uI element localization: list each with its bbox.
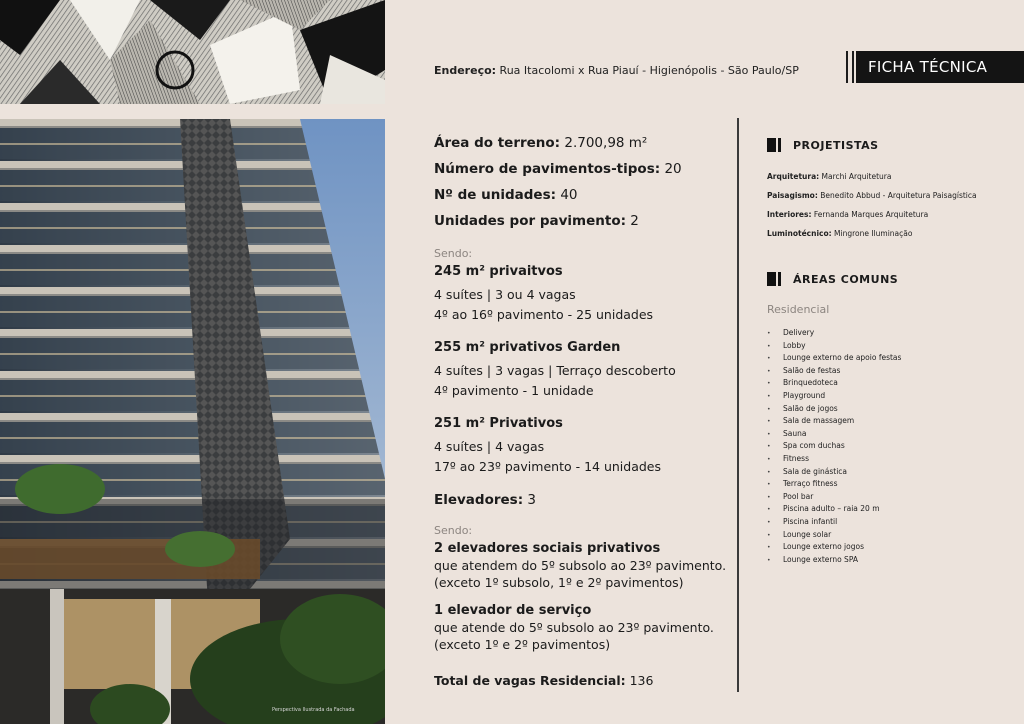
type-line: 4º pavimento - 1 unidade (434, 383, 594, 398)
photo-caption: Perspectiva Ilustrada da Fachada (272, 707, 355, 713)
elevador-servico-line: (exceto 1º e 2º pavimentos) (434, 637, 611, 652)
pavimentos-value: 20 (664, 161, 682, 177)
terreno-value: 2.700,98 m² (564, 135, 648, 151)
vagas-label: Total de vagas Residencial: (434, 673, 626, 688)
amenity-item: • Lobby (767, 340, 901, 353)
projetista-label: Arquitetura: (767, 172, 820, 181)
amenity-item: • Lounge solar (767, 529, 901, 542)
terreno-line (434, 135, 647, 151)
unidades-value: 40 (560, 187, 578, 203)
projetista-label: Paisagismo: (767, 191, 818, 200)
projetistas-heading (767, 138, 879, 152)
projetistas-title: PROJETISTAS (793, 139, 879, 152)
type-line: 4 suítes | 3 ou 4 vagas (434, 287, 576, 302)
elevadores-label: Elevadores: (434, 492, 524, 508)
amenity-item: • Pool bar (767, 491, 901, 504)
type-title: 255 m² privativos Garden (434, 340, 621, 355)
address-label: Endereço: (434, 64, 497, 77)
ficha-tecnica-title: FICHA TÉCNICA (856, 51, 1024, 83)
projetista-label: Luminotécnico: (767, 229, 832, 238)
type-line: 4º ao 16º pavimento - 25 unidades (434, 307, 654, 322)
type-title: 245 m² privaitvos (434, 264, 563, 279)
elevadores-sociais-line: que atendem do 5º subsolo ao 23º pavimento. (434, 558, 727, 573)
projetista-value: Mingrone Iluminação (834, 229, 913, 238)
areas-comuns-title: ÁREAS COMUNS (793, 273, 899, 286)
amenity-item: • Lounge externo de apoio festas (767, 352, 901, 365)
residencial-subtitle: Residencial (767, 303, 830, 316)
elevadores-line (434, 492, 536, 508)
building-facade-image (0, 119, 385, 724)
projetista-value: Benedito Abbud - Arquitetura Paisagística (820, 191, 977, 200)
amenity-item: • Salão de festas (767, 365, 901, 378)
type-line: 4 suítes | 3 vagas | Terraço descoberto (434, 363, 676, 378)
amenity-item: • Spa com duchas (767, 440, 901, 453)
pavimentos-label: Número de pavimentos-tipos: (434, 161, 661, 177)
projetista-value: Fernanda Marques Arquitetura (813, 210, 929, 219)
vagas-value: 136 (629, 673, 654, 688)
amenity-item: • Sala de massagem (767, 415, 901, 428)
amenity-item: • Fitness (767, 453, 901, 466)
amenity-item: • Lounge externo SPA (767, 554, 901, 567)
type-line: 4 suítes | 4 vagas (434, 439, 545, 454)
amenity-item: • Piscina infantil (767, 516, 901, 529)
elevadores-sociais-title: 2 elevadores sociais privativos (434, 541, 661, 556)
amenity-item: • Playground (767, 390, 901, 403)
section-bars-icon (767, 138, 781, 152)
sendo-label: Sendo: (434, 247, 473, 260)
amenity-item: • Sauna (767, 428, 901, 441)
section-bars-icon (767, 272, 781, 286)
column-divider (737, 118, 739, 692)
unidades-line (434, 187, 578, 203)
vagas-line (434, 673, 653, 688)
amenity-item: • Delivery (767, 327, 901, 340)
por-pavimento-label: Unidades por pavimento: (434, 213, 626, 229)
amenity-item: • Terraço fitness (767, 478, 901, 491)
amenity-item: • Lounge externo jogos (767, 541, 901, 554)
areas-comuns-heading (767, 272, 898, 286)
amenity-item: • Brinquedoteca (767, 377, 901, 390)
address-value: Rua Itacolomi x Rua Piauí - Higienópolis - São Paulo/SP (499, 64, 799, 77)
projetista-item (767, 191, 977, 200)
amenity-item: • Sala de ginástica (767, 466, 901, 479)
ficha-bars-decoration (846, 51, 854, 83)
elevador-servico-title: 1 elevador de serviço (434, 603, 592, 618)
elevadores-sociais-line: (exceto 1º subsolo, 1º e 2º pavimentos) (434, 575, 684, 590)
projetista-item (767, 172, 891, 181)
type-title: 251 m² Privativos (434, 416, 563, 431)
amenity-item: • Piscina adulto – raia 20 m (767, 503, 901, 516)
unidades-label: Nº de unidades: (434, 187, 557, 203)
sendo-label: Sendo: (434, 524, 473, 537)
por-pavimento-line (434, 213, 639, 229)
amenity-item: • Salão de jogos (767, 403, 901, 416)
projetista-item (767, 229, 912, 238)
por-pavimento-value: 2 (630, 213, 639, 229)
address (434, 64, 799, 77)
pavimentos-line (434, 161, 682, 177)
projetista-value: Marchi Arquitetura (821, 172, 892, 181)
terreno-label: Área do terreno: (434, 135, 561, 151)
projetista-item (767, 210, 928, 219)
amenities-list (767, 327, 901, 566)
abstract-artwork (0, 0, 385, 104)
elevador-servico-line: que atende do 5º subsolo ao 23º pavimento. (434, 620, 714, 635)
projetista-label: Interiores: (767, 210, 812, 219)
elevadores-value: 3 (527, 492, 536, 508)
type-line: 17º ao 23º pavimento - 14 unidades (434, 459, 662, 474)
